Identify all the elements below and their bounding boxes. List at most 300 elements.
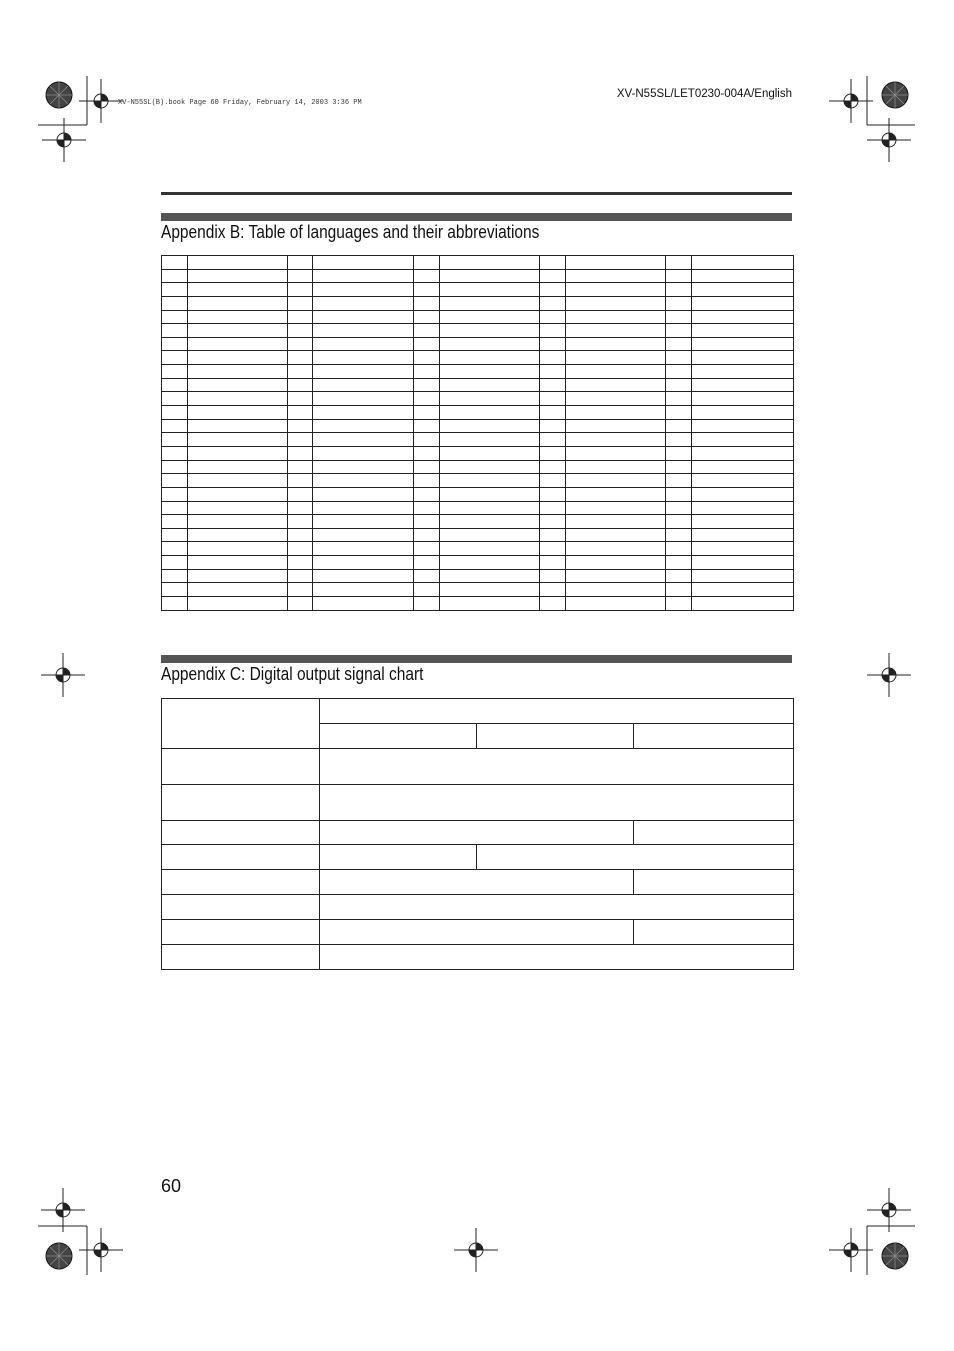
table-cell bbox=[540, 378, 566, 392]
table-row bbox=[162, 310, 794, 324]
table-cell bbox=[320, 920, 634, 945]
table-cell bbox=[440, 597, 540, 611]
appendix-b-title: Appendix B: Table of languages and their abbreviations bbox=[161, 222, 540, 242]
table-cell bbox=[440, 392, 540, 406]
table-cell bbox=[288, 474, 313, 488]
table-cell bbox=[188, 569, 288, 583]
table-cell bbox=[288, 365, 313, 379]
table-cell bbox=[566, 597, 666, 611]
table-cell bbox=[666, 515, 692, 529]
table-cell bbox=[692, 419, 794, 433]
table-cell bbox=[288, 337, 313, 351]
table-cell bbox=[566, 296, 666, 310]
table-cell bbox=[162, 597, 188, 611]
table-cell bbox=[162, 870, 320, 895]
table-cell bbox=[440, 296, 540, 310]
table-cell bbox=[566, 351, 666, 365]
table-cell bbox=[188, 556, 288, 570]
table-cell bbox=[692, 542, 794, 556]
table-cell bbox=[288, 283, 313, 297]
table-cell bbox=[566, 324, 666, 338]
table-cell bbox=[440, 310, 540, 324]
table-cell bbox=[692, 569, 794, 583]
table-cell bbox=[320, 749, 794, 785]
table-cell bbox=[414, 365, 440, 379]
table-cell bbox=[440, 542, 540, 556]
table-cell bbox=[313, 310, 414, 324]
table-cell bbox=[566, 528, 666, 542]
table-cell bbox=[313, 256, 414, 270]
table-cell bbox=[440, 583, 540, 597]
table-row bbox=[162, 378, 794, 392]
table-cell bbox=[162, 433, 188, 447]
table-cell bbox=[414, 256, 440, 270]
table-cell bbox=[566, 256, 666, 270]
table-cell bbox=[440, 378, 540, 392]
table-cell bbox=[440, 433, 540, 447]
table-cell bbox=[440, 487, 540, 501]
table-cell bbox=[540, 597, 566, 611]
table-cell bbox=[414, 474, 440, 488]
table-row bbox=[162, 474, 794, 488]
table-cell bbox=[666, 296, 692, 310]
table-cell bbox=[288, 406, 313, 420]
table-cell bbox=[162, 749, 320, 785]
table-cell bbox=[288, 392, 313, 406]
table-cell bbox=[162, 392, 188, 406]
table-cell bbox=[162, 699, 320, 749]
table-cell bbox=[666, 419, 692, 433]
table-cell bbox=[566, 378, 666, 392]
table-cell bbox=[188, 365, 288, 379]
table-cell bbox=[288, 310, 313, 324]
table-cell bbox=[313, 556, 414, 570]
table-row bbox=[162, 515, 794, 529]
table-cell bbox=[692, 378, 794, 392]
table-cell bbox=[188, 337, 288, 351]
table-cell bbox=[440, 337, 540, 351]
table-row bbox=[162, 569, 794, 583]
table-cell bbox=[188, 324, 288, 338]
table-cell bbox=[320, 945, 794, 970]
table-cell bbox=[692, 392, 794, 406]
table-cell bbox=[320, 699, 794, 724]
table-cell bbox=[414, 433, 440, 447]
table-cell bbox=[566, 419, 666, 433]
table-cell bbox=[540, 487, 566, 501]
table-cell bbox=[440, 269, 540, 283]
document-id: XV-N55SL/LET0230-004A/English bbox=[616, 88, 792, 100]
table-cell bbox=[188, 446, 288, 460]
table-cell bbox=[666, 351, 692, 365]
table-cell bbox=[414, 378, 440, 392]
table-row bbox=[162, 324, 794, 338]
table-cell bbox=[566, 337, 666, 351]
table-cell bbox=[188, 501, 288, 515]
table-cell bbox=[440, 528, 540, 542]
table-cell bbox=[540, 392, 566, 406]
table-cell bbox=[666, 269, 692, 283]
table-cell bbox=[692, 487, 794, 501]
table-cell bbox=[162, 785, 320, 821]
table-cell bbox=[313, 446, 414, 460]
table-cell bbox=[414, 583, 440, 597]
table-cell bbox=[666, 556, 692, 570]
table-cell bbox=[313, 474, 414, 488]
table-cell bbox=[566, 433, 666, 447]
table-cell bbox=[566, 474, 666, 488]
table-row bbox=[162, 433, 794, 447]
table-cell bbox=[288, 569, 313, 583]
table-row bbox=[162, 528, 794, 542]
top-rule bbox=[161, 192, 792, 195]
table-cell bbox=[666, 446, 692, 460]
table-cell bbox=[288, 296, 313, 310]
table-cell bbox=[320, 724, 477, 749]
table-cell bbox=[288, 501, 313, 515]
table-cell bbox=[313, 569, 414, 583]
table-cell bbox=[162, 487, 188, 501]
table-cell bbox=[313, 433, 414, 447]
table-cell bbox=[666, 501, 692, 515]
table-cell bbox=[540, 269, 566, 283]
table-cell bbox=[288, 583, 313, 597]
table-cell bbox=[313, 337, 414, 351]
table-cell bbox=[313, 419, 414, 433]
table-cell bbox=[188, 406, 288, 420]
table-row bbox=[162, 460, 794, 474]
table-cell bbox=[440, 351, 540, 365]
table-cell bbox=[320, 821, 634, 845]
table-cell bbox=[566, 569, 666, 583]
table-cell bbox=[440, 324, 540, 338]
table-cell bbox=[692, 296, 794, 310]
table-cell bbox=[188, 351, 288, 365]
table-cell bbox=[288, 419, 313, 433]
table-cell bbox=[188, 269, 288, 283]
table-cell bbox=[634, 821, 794, 845]
table-cell bbox=[666, 474, 692, 488]
table-cell bbox=[666, 378, 692, 392]
table-cell bbox=[313, 501, 414, 515]
table-cell bbox=[414, 556, 440, 570]
table-row bbox=[162, 406, 794, 420]
table-cell bbox=[313, 324, 414, 338]
table-cell bbox=[666, 583, 692, 597]
table-cell bbox=[414, 487, 440, 501]
table-row bbox=[162, 501, 794, 515]
table-cell bbox=[566, 406, 666, 420]
table-cell bbox=[540, 474, 566, 488]
table-cell bbox=[666, 487, 692, 501]
table-cell bbox=[313, 296, 414, 310]
table-cell bbox=[313, 460, 414, 474]
table-cell bbox=[540, 542, 566, 556]
digital-output-signal-table bbox=[161, 698, 794, 970]
table-cell bbox=[414, 542, 440, 556]
table-cell bbox=[666, 542, 692, 556]
table-cell bbox=[566, 542, 666, 556]
table-cell bbox=[692, 501, 794, 515]
table-cell bbox=[477, 724, 634, 749]
table-cell bbox=[566, 501, 666, 515]
table-cell bbox=[692, 365, 794, 379]
table-cell bbox=[162, 569, 188, 583]
table-cell bbox=[414, 337, 440, 351]
table-cell bbox=[692, 310, 794, 324]
table-cell bbox=[666, 597, 692, 611]
table-cell bbox=[162, 351, 188, 365]
table-cell bbox=[540, 324, 566, 338]
table-cell bbox=[634, 870, 794, 895]
table-cell bbox=[414, 569, 440, 583]
table-cell bbox=[288, 597, 313, 611]
table-cell bbox=[692, 474, 794, 488]
table-cell bbox=[692, 528, 794, 542]
table-cell bbox=[162, 501, 188, 515]
table-cell bbox=[288, 269, 313, 283]
table-cell bbox=[692, 597, 794, 611]
table-cell bbox=[162, 515, 188, 529]
table-cell bbox=[313, 351, 414, 365]
table-cell bbox=[666, 337, 692, 351]
table-row bbox=[162, 351, 794, 365]
table-cell bbox=[440, 569, 540, 583]
table-cell bbox=[313, 515, 414, 529]
table-cell bbox=[288, 351, 313, 365]
table-cell bbox=[188, 583, 288, 597]
table-cell bbox=[162, 283, 188, 297]
table-cell bbox=[162, 256, 188, 270]
table-cell bbox=[188, 283, 288, 297]
table-row bbox=[162, 256, 794, 270]
table-row bbox=[162, 597, 794, 611]
table-cell bbox=[313, 365, 414, 379]
table-cell bbox=[540, 460, 566, 474]
table-cell bbox=[414, 597, 440, 611]
table-cell bbox=[313, 378, 414, 392]
table-cell bbox=[288, 487, 313, 501]
table-cell bbox=[414, 324, 440, 338]
table-row bbox=[162, 296, 794, 310]
table-cell bbox=[320, 845, 477, 870]
table-cell bbox=[188, 392, 288, 406]
table-cell bbox=[313, 269, 414, 283]
appendix-c-bar bbox=[161, 655, 792, 663]
table-cell bbox=[288, 433, 313, 447]
table-cell bbox=[414, 269, 440, 283]
table-cell bbox=[313, 406, 414, 420]
table-cell bbox=[414, 515, 440, 529]
table-cell bbox=[162, 528, 188, 542]
table-cell bbox=[566, 392, 666, 406]
table-row bbox=[162, 337, 794, 351]
table-cell bbox=[540, 296, 566, 310]
table-cell bbox=[162, 378, 188, 392]
table-cell bbox=[288, 542, 313, 556]
table-cell bbox=[188, 597, 288, 611]
table-cell bbox=[313, 528, 414, 542]
table-cell bbox=[188, 542, 288, 556]
table-cell bbox=[440, 474, 540, 488]
table-cell bbox=[188, 310, 288, 324]
table-cell bbox=[692, 460, 794, 474]
table-cell bbox=[692, 324, 794, 338]
table-cell bbox=[692, 406, 794, 420]
table-cell bbox=[566, 487, 666, 501]
table-cell bbox=[162, 446, 188, 460]
table-cell bbox=[288, 460, 313, 474]
page-number: 60 bbox=[161, 1176, 182, 1196]
table-cell bbox=[313, 542, 414, 556]
table-cell bbox=[162, 556, 188, 570]
table-cell bbox=[666, 256, 692, 270]
table-cell bbox=[162, 269, 188, 283]
table-cell bbox=[666, 310, 692, 324]
table-cell bbox=[162, 365, 188, 379]
table-cell bbox=[440, 406, 540, 420]
table-cell bbox=[692, 283, 794, 297]
table-cell bbox=[162, 406, 188, 420]
table-cell bbox=[634, 920, 794, 945]
table-cell bbox=[566, 583, 666, 597]
table-cell bbox=[540, 556, 566, 570]
table-cell bbox=[162, 324, 188, 338]
table-cell bbox=[414, 283, 440, 297]
table-cell bbox=[162, 821, 320, 845]
table-cell bbox=[188, 419, 288, 433]
table-cell bbox=[566, 515, 666, 529]
table-cell bbox=[414, 460, 440, 474]
table-cell bbox=[440, 515, 540, 529]
table-cell bbox=[692, 256, 794, 270]
table-cell bbox=[162, 920, 320, 945]
language-table bbox=[161, 255, 794, 611]
table-cell bbox=[288, 556, 313, 570]
table-cell bbox=[440, 283, 540, 297]
table-cell bbox=[566, 446, 666, 460]
table-cell bbox=[634, 724, 794, 749]
table-cell bbox=[188, 474, 288, 488]
table-cell bbox=[566, 310, 666, 324]
table-cell bbox=[540, 256, 566, 270]
table-cell bbox=[440, 365, 540, 379]
table-row bbox=[162, 446, 794, 460]
table-cell bbox=[414, 501, 440, 515]
table-cell bbox=[440, 256, 540, 270]
table-cell bbox=[540, 419, 566, 433]
table-cell bbox=[288, 378, 313, 392]
table-cell bbox=[162, 337, 188, 351]
table-cell bbox=[692, 556, 794, 570]
table-cell bbox=[288, 528, 313, 542]
table-row bbox=[162, 487, 794, 501]
table-cell bbox=[188, 256, 288, 270]
table-cell bbox=[162, 542, 188, 556]
table-cell bbox=[188, 378, 288, 392]
table-cell bbox=[566, 269, 666, 283]
table-cell bbox=[666, 406, 692, 420]
table-cell bbox=[414, 392, 440, 406]
table-cell bbox=[666, 460, 692, 474]
table-cell bbox=[440, 460, 540, 474]
table-cell bbox=[414, 406, 440, 420]
table-cell bbox=[540, 528, 566, 542]
table-cell bbox=[162, 310, 188, 324]
table-cell bbox=[162, 460, 188, 474]
table-cell bbox=[320, 870, 634, 895]
table-cell bbox=[188, 296, 288, 310]
table-row bbox=[162, 283, 794, 297]
table-cell bbox=[440, 419, 540, 433]
table-cell bbox=[566, 283, 666, 297]
table-cell bbox=[666, 433, 692, 447]
table-row bbox=[162, 556, 794, 570]
table-cell bbox=[540, 583, 566, 597]
table-cell bbox=[313, 583, 414, 597]
table-cell bbox=[313, 487, 414, 501]
table-cell bbox=[162, 419, 188, 433]
table-cell bbox=[566, 460, 666, 474]
table-cell bbox=[188, 487, 288, 501]
table-cell bbox=[288, 446, 313, 460]
table-cell bbox=[288, 515, 313, 529]
table-cell bbox=[692, 583, 794, 597]
table-cell bbox=[320, 895, 794, 920]
table-cell bbox=[162, 845, 320, 870]
table-cell bbox=[414, 310, 440, 324]
table-cell bbox=[313, 283, 414, 297]
table-cell bbox=[692, 269, 794, 283]
table-cell bbox=[288, 324, 313, 338]
table-cell bbox=[414, 419, 440, 433]
table-cell bbox=[566, 365, 666, 379]
table-cell bbox=[162, 945, 320, 970]
table-cell bbox=[666, 392, 692, 406]
table-row bbox=[162, 419, 794, 433]
table-cell bbox=[477, 845, 794, 870]
table-row bbox=[162, 392, 794, 406]
appendix-b-bar bbox=[161, 213, 792, 221]
table-cell bbox=[188, 515, 288, 529]
table-cell bbox=[162, 474, 188, 488]
table-cell bbox=[440, 501, 540, 515]
table-cell bbox=[666, 283, 692, 297]
table-cell bbox=[692, 515, 794, 529]
table-cell bbox=[313, 392, 414, 406]
table-cell bbox=[540, 433, 566, 447]
table-cell bbox=[188, 528, 288, 542]
table-row bbox=[162, 542, 794, 556]
table-cell bbox=[540, 569, 566, 583]
table-cell bbox=[666, 365, 692, 379]
table-cell bbox=[666, 324, 692, 338]
table-row bbox=[162, 583, 794, 597]
table-cell bbox=[540, 446, 566, 460]
table-cell bbox=[692, 446, 794, 460]
table-cell bbox=[692, 337, 794, 351]
book-info-line: XV-N55SL(B).book Page 60 Friday, February 14, 2003 3:36 PM bbox=[118, 99, 362, 107]
table-cell bbox=[540, 501, 566, 515]
table-cell bbox=[188, 460, 288, 474]
table-cell bbox=[320, 785, 794, 821]
table-cell bbox=[666, 528, 692, 542]
table-cell bbox=[414, 528, 440, 542]
table-cell bbox=[692, 351, 794, 365]
table-cell bbox=[440, 446, 540, 460]
table-cell bbox=[288, 256, 313, 270]
table-cell bbox=[540, 337, 566, 351]
